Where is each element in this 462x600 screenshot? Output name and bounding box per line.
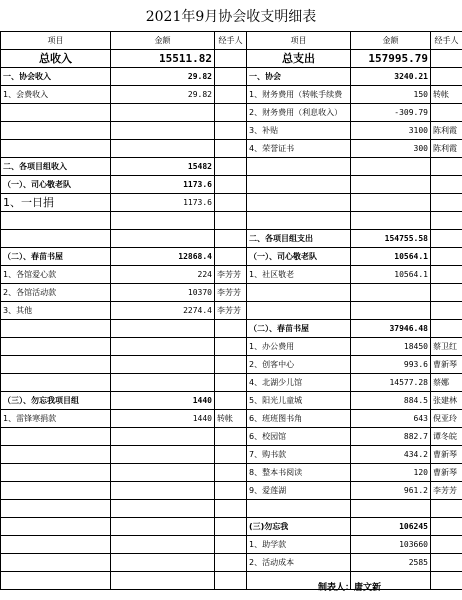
- left-amount-cell: [111, 500, 215, 518]
- table-row: [1, 158, 462, 176]
- total-income-label: 总收入: [1, 50, 111, 68]
- table-row: [1, 410, 462, 428]
- table-row: [1, 518, 462, 536]
- table-row: [1, 212, 462, 230]
- right-item-cell: 6、校园馆: [247, 428, 351, 446]
- left-handler-cell: [215, 104, 247, 122]
- table-row: [1, 104, 462, 122]
- right-item-cell: [247, 302, 351, 320]
- table-row: [1, 500, 462, 518]
- right-amount-cell: 961.2: [351, 482, 431, 500]
- left-item-cell: [1, 140, 111, 158]
- right-amount-cell: 3240.21: [351, 68, 431, 86]
- right-item-cell: [247, 194, 351, 212]
- left-amount-cell: [111, 122, 215, 140]
- right-amount-cell: 120: [351, 464, 431, 482]
- right-handler-cell: 李芳芳: [431, 482, 462, 500]
- right-item-cell: 2、创客中心: [247, 356, 351, 374]
- left-handler-cell: 李芳芳: [215, 266, 247, 284]
- right-handler-cell: 曹新琴: [431, 446, 462, 464]
- left-handler-cell: [215, 140, 247, 158]
- footer: [0, 572, 462, 600]
- preparer-label: 制表人：唐文新: [318, 583, 382, 593]
- right-item-cell: [247, 176, 351, 194]
- right-handler-cell: [431, 554, 462, 572]
- table-row: [1, 266, 462, 284]
- right-handler-cell: 倪亚玲: [431, 410, 462, 428]
- right-amount-cell: [351, 212, 431, 230]
- table-row: [1, 140, 462, 158]
- table-row: [1, 320, 462, 338]
- right-handler-cell: [431, 104, 462, 122]
- left-handler-cell: [215, 446, 247, 464]
- right-item-cell: 1、办公费用: [247, 338, 351, 356]
- right-item-cell: 4、荣誉证书: [247, 140, 351, 158]
- table-row: [1, 338, 462, 356]
- left-amount-cell: [111, 212, 215, 230]
- table-row: [1, 428, 462, 446]
- right-amount-cell: 10564.1: [351, 248, 431, 266]
- left-handler-cell: [215, 518, 247, 536]
- right-item-cell: [247, 284, 351, 302]
- left-amount-cell: 1173.6: [111, 176, 215, 194]
- right-item-cell: （一）、司心敬老队: [247, 248, 351, 266]
- right-handler-cell: 蔡卫红: [431, 338, 462, 356]
- table-row: [1, 374, 462, 392]
- left-item-cell: [1, 320, 111, 338]
- table-row: [1, 302, 462, 320]
- left-handler-cell: 李芳芳: [215, 284, 247, 302]
- left-handler-cell: [215, 212, 247, 230]
- right-item-cell: 3、补贴: [247, 122, 351, 140]
- right-amount-cell: 993.6: [351, 356, 431, 374]
- left-amount-cell: [111, 554, 215, 572]
- header-left-item: 项目: [1, 32, 111, 50]
- left-amount-cell: [111, 464, 215, 482]
- left-amount-cell: 15482: [111, 158, 215, 176]
- left-amount-cell: [111, 446, 215, 464]
- left-handler-cell: [215, 464, 247, 482]
- left-handler-cell: [215, 356, 247, 374]
- left-item-cell: （三）、勿忘我项目组: [1, 392, 111, 410]
- left-item-cell: [1, 536, 111, 554]
- left-amount-cell: [111, 428, 215, 446]
- right-item-cell: 9、爱莲湖: [247, 482, 351, 500]
- total-income-handler: [215, 50, 247, 68]
- table-row: [1, 230, 462, 248]
- left-amount-cell: [111, 356, 215, 374]
- left-handler-cell: [215, 176, 247, 194]
- left-handler-cell: [215, 68, 247, 86]
- right-handler-cell: [431, 158, 462, 176]
- right-item-cell: (三)勿忘我: [247, 518, 351, 536]
- table-row: [1, 176, 462, 194]
- right-item-cell: 1、助学款: [247, 536, 351, 554]
- left-amount-cell: 1440: [111, 392, 215, 410]
- left-item-cell: （二）、春苗书屋: [1, 248, 111, 266]
- left-item-cell: [1, 374, 111, 392]
- finance-table: [0, 31, 462, 590]
- right-handler-cell: 陈利霞: [431, 122, 462, 140]
- table-row: [1, 248, 462, 266]
- left-item-cell: 2、各馆活动款: [1, 284, 111, 302]
- table-row: [1, 392, 462, 410]
- right-item-cell: [247, 500, 351, 518]
- left-handler-cell: [215, 428, 247, 446]
- table-row: [1, 68, 462, 86]
- right-item-cell: [247, 158, 351, 176]
- right-handler-cell: [431, 500, 462, 518]
- left-item-cell: [1, 230, 111, 248]
- left-item-cell: [1, 338, 111, 356]
- left-handler-cell: [215, 194, 247, 212]
- left-item-cell: [1, 518, 111, 536]
- right-amount-cell: 434.2: [351, 446, 431, 464]
- right-amount-cell: 106245: [351, 518, 431, 536]
- right-amount-cell: 10564.1: [351, 266, 431, 284]
- left-handler-cell: [215, 320, 247, 338]
- left-item-cell: [1, 554, 111, 572]
- left-handler-cell: [215, 536, 247, 554]
- left-item-cell: 1、各馆爱心款: [1, 266, 111, 284]
- table-row: [1, 122, 462, 140]
- table-row: [1, 86, 462, 104]
- right-handler-cell: 谭冬皖: [431, 428, 462, 446]
- right-handler-cell: [431, 320, 462, 338]
- right-handler-cell: [431, 230, 462, 248]
- table-row: [1, 554, 462, 572]
- left-amount-cell: [111, 482, 215, 500]
- right-item-cell: 4、北湖少儿馆: [247, 374, 351, 392]
- right-amount-cell: 2585: [351, 554, 431, 572]
- left-item-cell: [1, 500, 111, 518]
- right-item-cell: 8、整本书阅读: [247, 464, 351, 482]
- right-handler-cell: [431, 518, 462, 536]
- right-item-cell: 1、社区敬老: [247, 266, 351, 284]
- left-amount-cell: [111, 338, 215, 356]
- left-handler-cell: [215, 500, 247, 518]
- left-amount-cell: [111, 320, 215, 338]
- left-handler-cell: [215, 374, 247, 392]
- left-handler-cell: [215, 554, 247, 572]
- right-handler-cell: [431, 266, 462, 284]
- right-item-cell: 2、财务费用（利息收入）: [247, 104, 351, 122]
- right-handler-cell: 曹新琴: [431, 464, 462, 482]
- right-amount-cell: [351, 284, 431, 302]
- left-amount-cell: [111, 230, 215, 248]
- right-item-cell: 6、班班图书角: [247, 410, 351, 428]
- right-amount-cell: 300: [351, 140, 431, 158]
- right-amount-cell: 643: [351, 410, 431, 428]
- right-item-cell: 7、购书款: [247, 446, 351, 464]
- left-handler-cell: [215, 392, 247, 410]
- right-amount-cell: 154755.58: [351, 230, 431, 248]
- header-right-amount: 金额: [351, 32, 431, 50]
- left-handler-cell: [215, 230, 247, 248]
- left-amount-cell: 29.82: [111, 86, 215, 104]
- total-expense-label: 总支出: [247, 50, 351, 68]
- right-amount-cell: 103660: [351, 536, 431, 554]
- right-handler-cell: [431, 536, 462, 554]
- total-expense-value: 157995.79: [351, 50, 431, 68]
- right-amount-cell: [351, 194, 431, 212]
- right-amount-cell: [351, 176, 431, 194]
- left-handler-cell: 转帐: [215, 410, 247, 428]
- right-handler-cell: 转帐: [431, 86, 462, 104]
- left-item-cell: 3、其他: [1, 302, 111, 320]
- right-handler-cell: 张建林: [431, 392, 462, 410]
- right-handler-cell: [431, 302, 462, 320]
- left-amount-cell: [111, 518, 215, 536]
- left-handler-cell: [215, 338, 247, 356]
- totals-row: [1, 50, 462, 68]
- right-amount-cell: -309.79: [351, 104, 431, 122]
- right-item-cell: [247, 212, 351, 230]
- right-amount-cell: 3100: [351, 122, 431, 140]
- left-item-cell: （一）、司心敬老队: [1, 176, 111, 194]
- left-item-cell: [1, 428, 111, 446]
- left-item-cell: [1, 464, 111, 482]
- left-amount-cell: 224: [111, 266, 215, 284]
- table-row: [1, 464, 462, 482]
- right-handler-cell: [431, 248, 462, 266]
- right-item-cell: 1、财务费用（转帐手续费: [247, 86, 351, 104]
- header-left-handler: 经手人: [215, 32, 247, 50]
- left-amount-cell: 12868.4: [111, 248, 215, 266]
- right-item-cell: 二、各项目组支出: [247, 230, 351, 248]
- total-income-value: 15511.82: [111, 50, 215, 68]
- right-amount-cell: 882.7: [351, 428, 431, 446]
- right-item-cell: 一、协会: [247, 68, 351, 86]
- left-amount-cell: [111, 536, 215, 554]
- left-item-cell: [1, 482, 111, 500]
- left-amount-cell: 1440: [111, 410, 215, 428]
- left-item-cell: 一、协会收入: [1, 68, 111, 86]
- table-row: [1, 356, 462, 374]
- left-handler-cell: [215, 158, 247, 176]
- right-amount-cell: [351, 158, 431, 176]
- sheet-title: 2021年9月协会收支明细表: [145, 9, 317, 25]
- left-amount-cell: [111, 140, 215, 158]
- table-row: [1, 194, 462, 212]
- right-amount-cell: 150: [351, 86, 431, 104]
- left-item-cell: 二、各项目组收入: [1, 158, 111, 176]
- left-amount-cell: [111, 374, 215, 392]
- right-amount-cell: 37946.48: [351, 320, 431, 338]
- right-handler-cell: 陈利霞: [431, 140, 462, 158]
- left-amount-cell: 10370: [111, 284, 215, 302]
- left-handler-cell: [215, 482, 247, 500]
- left-handler-cell: [215, 248, 247, 266]
- left-handler-cell: [215, 122, 247, 140]
- left-amount-cell: [111, 104, 215, 122]
- table-row: [1, 446, 462, 464]
- right-amount-cell: 884.5: [351, 392, 431, 410]
- right-handler-cell: [431, 176, 462, 194]
- left-item-cell: [1, 122, 111, 140]
- right-amount-cell: 18450: [351, 338, 431, 356]
- right-handler-cell: [431, 212, 462, 230]
- right-item-cell: 5、阳光儿童城: [247, 392, 351, 410]
- right-amount-cell: [351, 302, 431, 320]
- left-item-cell: [1, 446, 111, 464]
- left-item-cell: [1, 104, 111, 122]
- left-amount-cell: 29.82: [111, 68, 215, 86]
- left-handler-cell: 李芳芳: [215, 302, 247, 320]
- header-left-amount: 金额: [111, 32, 215, 50]
- left-handler-cell: [215, 86, 247, 104]
- left-item-cell: [1, 356, 111, 374]
- left-amount-cell: 1173.6: [111, 194, 215, 212]
- right-handler-cell: 蔡娜: [431, 374, 462, 392]
- table-row: [1, 482, 462, 500]
- total-expense-handler: [431, 50, 462, 68]
- left-amount-cell: 2274.4: [111, 302, 215, 320]
- right-amount-cell: 14577.28: [351, 374, 431, 392]
- right-handler-cell: [431, 194, 462, 212]
- table-row: [1, 284, 462, 302]
- right-item-cell: （二）、春苗书屋: [247, 320, 351, 338]
- right-amount-cell: [351, 500, 431, 518]
- left-item-cell: [1, 212, 111, 230]
- header-row: [1, 32, 462, 50]
- left-item-cell: 1、会费收入: [1, 86, 111, 104]
- right-handler-cell: [431, 284, 462, 302]
- right-handler-cell: 曹新琴: [431, 356, 462, 374]
- left-item-cell: 1、一日捐: [1, 194, 111, 212]
- header-right-item: 项目: [247, 32, 351, 50]
- left-item-cell: 1、雷锋寒捐款: [1, 410, 111, 428]
- table-row: [1, 536, 462, 554]
- right-handler-cell: [431, 68, 462, 86]
- header-right-handler: 经手人: [431, 32, 462, 50]
- right-item-cell: 2、活动成本: [247, 554, 351, 572]
